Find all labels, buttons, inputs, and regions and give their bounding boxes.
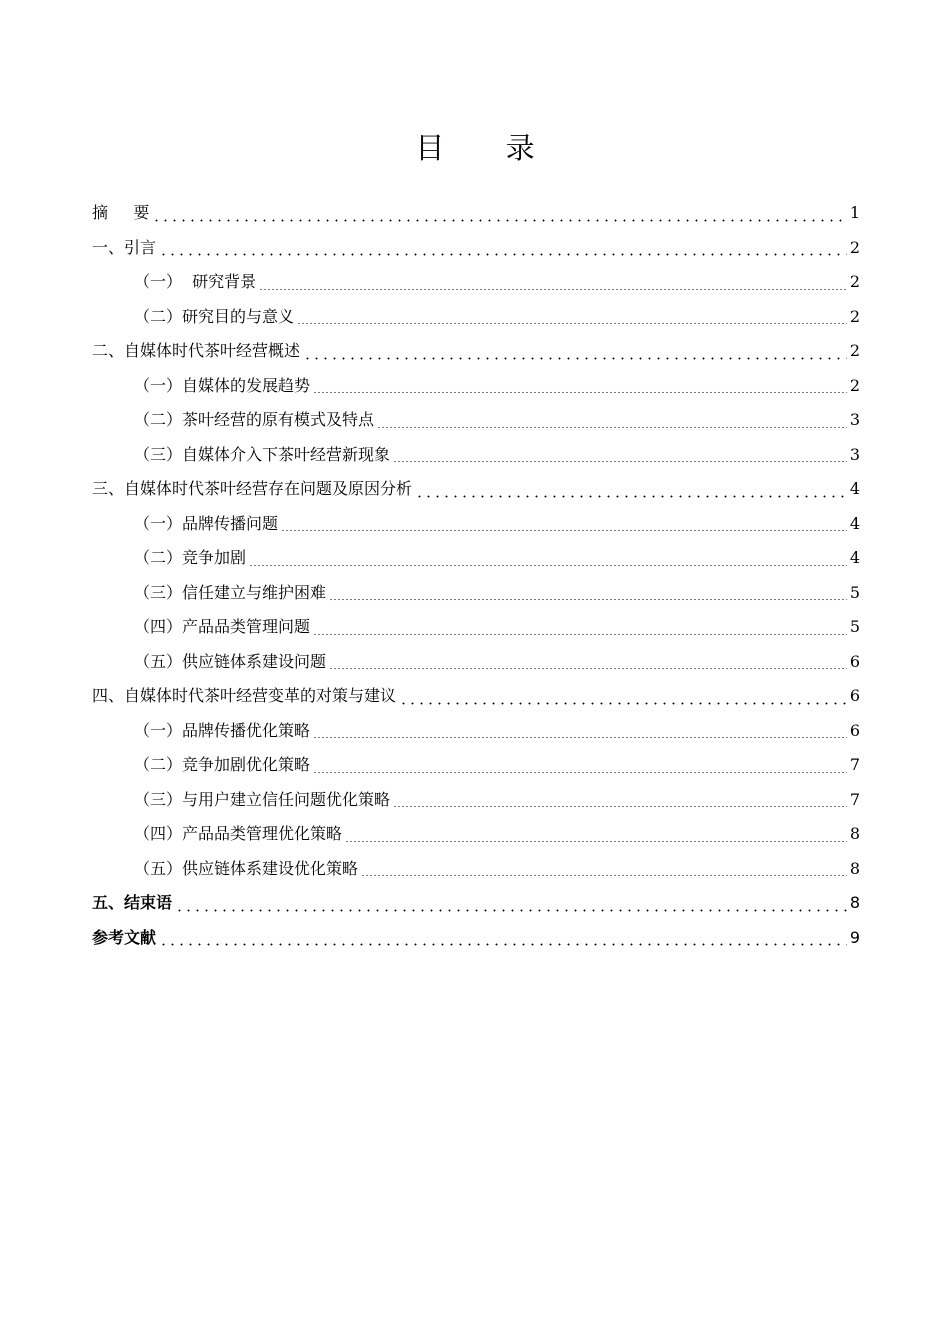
toc-page-number: 6	[849, 720, 860, 740]
toc-entry-label: （一） 研究背景	[134, 272, 257, 291]
toc-dot-leader	[259, 288, 847, 291]
toc-entry-label: 二、自媒体时代茶叶经营概述	[92, 341, 301, 360]
toc-entry[interactable]	[92, 265, 860, 300]
toc-dot-leader	[152, 219, 846, 222]
toc-dot-leader	[175, 909, 847, 912]
toc-page-number: 8	[849, 858, 860, 878]
toc-entry-label: 一、引言	[92, 237, 157, 257]
toc-entry[interactable]	[92, 334, 860, 369]
toc-entry[interactable]	[92, 610, 860, 645]
toc-entry-label: 摘 要	[92, 203, 150, 222]
toc-entry-label: （五）供应链体系建设优化策略	[134, 858, 359, 878]
toc-page-number: 2	[849, 237, 860, 257]
toc-entry[interactable]	[92, 852, 860, 887]
toc-entry[interactable]	[92, 679, 860, 714]
toc-entry[interactable]	[92, 541, 860, 576]
toc-entry-label: （三）与用户建立信任问题优化策略	[134, 789, 391, 809]
toc-entry-label: （二）研究目的与意义	[134, 306, 295, 326]
toc-entry[interactable]	[92, 576, 860, 611]
toc-entry[interactable]	[92, 817, 860, 852]
toc-page-number: 4	[849, 479, 860, 498]
toc-dot-leader	[313, 771, 847, 774]
toc-entry-label: （一）品牌传播优化策略	[134, 720, 311, 740]
toc-dot-leader	[329, 667, 847, 670]
toc-entry[interactable]	[92, 403, 860, 438]
toc-dot-leader	[361, 874, 847, 877]
toc-entry[interactable]	[92, 645, 860, 680]
toc-entry[interactable]	[92, 196, 860, 231]
toc-entry-label: （四）产品品类管理问题	[134, 617, 311, 636]
toc-entry[interactable]	[92, 507, 860, 542]
toc-entry-label: （二）竞争加剧	[134, 548, 247, 567]
toc-dot-leader	[303, 357, 847, 360]
toc-entry[interactable]	[92, 231, 860, 266]
toc-dot-leader	[345, 840, 847, 843]
toc-dot-leader	[329, 598, 847, 601]
toc-entry-label: （四）产品品类管理优化策略	[134, 824, 343, 843]
toc-entry[interactable]	[92, 714, 860, 749]
toc-entry-label: （二）竞争加剧优化策略	[134, 755, 311, 774]
toc-entry[interactable]	[92, 438, 860, 473]
toc-entry-label: （三）信任建立与维护困难	[134, 582, 327, 602]
toc-dot-leader	[393, 460, 847, 463]
toc-dot-leader	[159, 253, 847, 256]
toc-dot-leader	[415, 495, 847, 498]
toc-entry-label: （五）供应链体系建设问题	[134, 651, 327, 671]
table-of-contents	[92, 196, 860, 955]
toc-entry-label: （二）茶叶经营的原有模式及特点	[134, 410, 375, 429]
toc-dot-leader	[313, 736, 847, 739]
toc-entry-label: （一）自媒体的发展趋势	[134, 375, 311, 395]
toc-page-number: 5	[849, 582, 860, 602]
toc-entry[interactable]	[92, 748, 860, 783]
toc-dot-leader	[313, 633, 847, 636]
toc-page-number: 2	[849, 306, 860, 326]
toc-page-number: 2	[849, 375, 860, 395]
toc-dot-leader	[297, 322, 847, 325]
toc-page-number: 3	[849, 410, 860, 429]
toc-entry[interactable]	[92, 886, 860, 921]
toc-page-number: 6	[849, 651, 860, 671]
toc-page-number: 7	[849, 755, 860, 774]
toc-page-number: 8	[849, 824, 860, 843]
page-title: 目 录	[415, 131, 561, 165]
toc-dot-leader	[377, 426, 847, 429]
toc-entry[interactable]	[92, 369, 860, 404]
toc-page-number: 1	[849, 203, 860, 222]
toc-dot-leader	[399, 702, 847, 705]
toc-entry-label: 五、结束语	[92, 893, 173, 912]
toc-dot-leader	[249, 564, 847, 567]
toc-page-number: 9	[849, 927, 860, 947]
toc-page-number: 3	[849, 444, 860, 464]
toc-entry-label: 参考文献	[92, 927, 157, 947]
toc-page-number: 6	[849, 686, 860, 705]
toc-dot-leader	[281, 529, 847, 532]
toc-dot-leader	[159, 943, 847, 946]
toc-page-number: 7	[849, 789, 860, 809]
toc-entry[interactable]	[92, 472, 860, 507]
toc-entry[interactable]	[92, 300, 860, 335]
toc-page-number: 2	[849, 272, 860, 291]
toc-entry-label: 三、自媒体时代茶叶经营存在问题及原因分析	[92, 479, 413, 498]
toc-page-number: 2	[849, 341, 860, 360]
toc-page-number: 5	[849, 617, 860, 636]
toc-page-number: 8	[849, 893, 860, 912]
toc-entry-label: （一）品牌传播问题	[134, 513, 279, 533]
toc-entry[interactable]	[92, 921, 860, 956]
toc-page-number: 4	[849, 548, 860, 567]
toc-dot-leader	[393, 805, 847, 808]
toc-entry-label: 四、自媒体时代茶叶经营变革的对策与建议	[92, 686, 397, 705]
toc-dot-leader	[313, 391, 847, 394]
toc-page-number: 4	[849, 513, 860, 533]
toc-entry-label: （三）自媒体介入下茶叶经营新现象	[134, 444, 391, 464]
toc-entry[interactable]	[92, 783, 860, 818]
